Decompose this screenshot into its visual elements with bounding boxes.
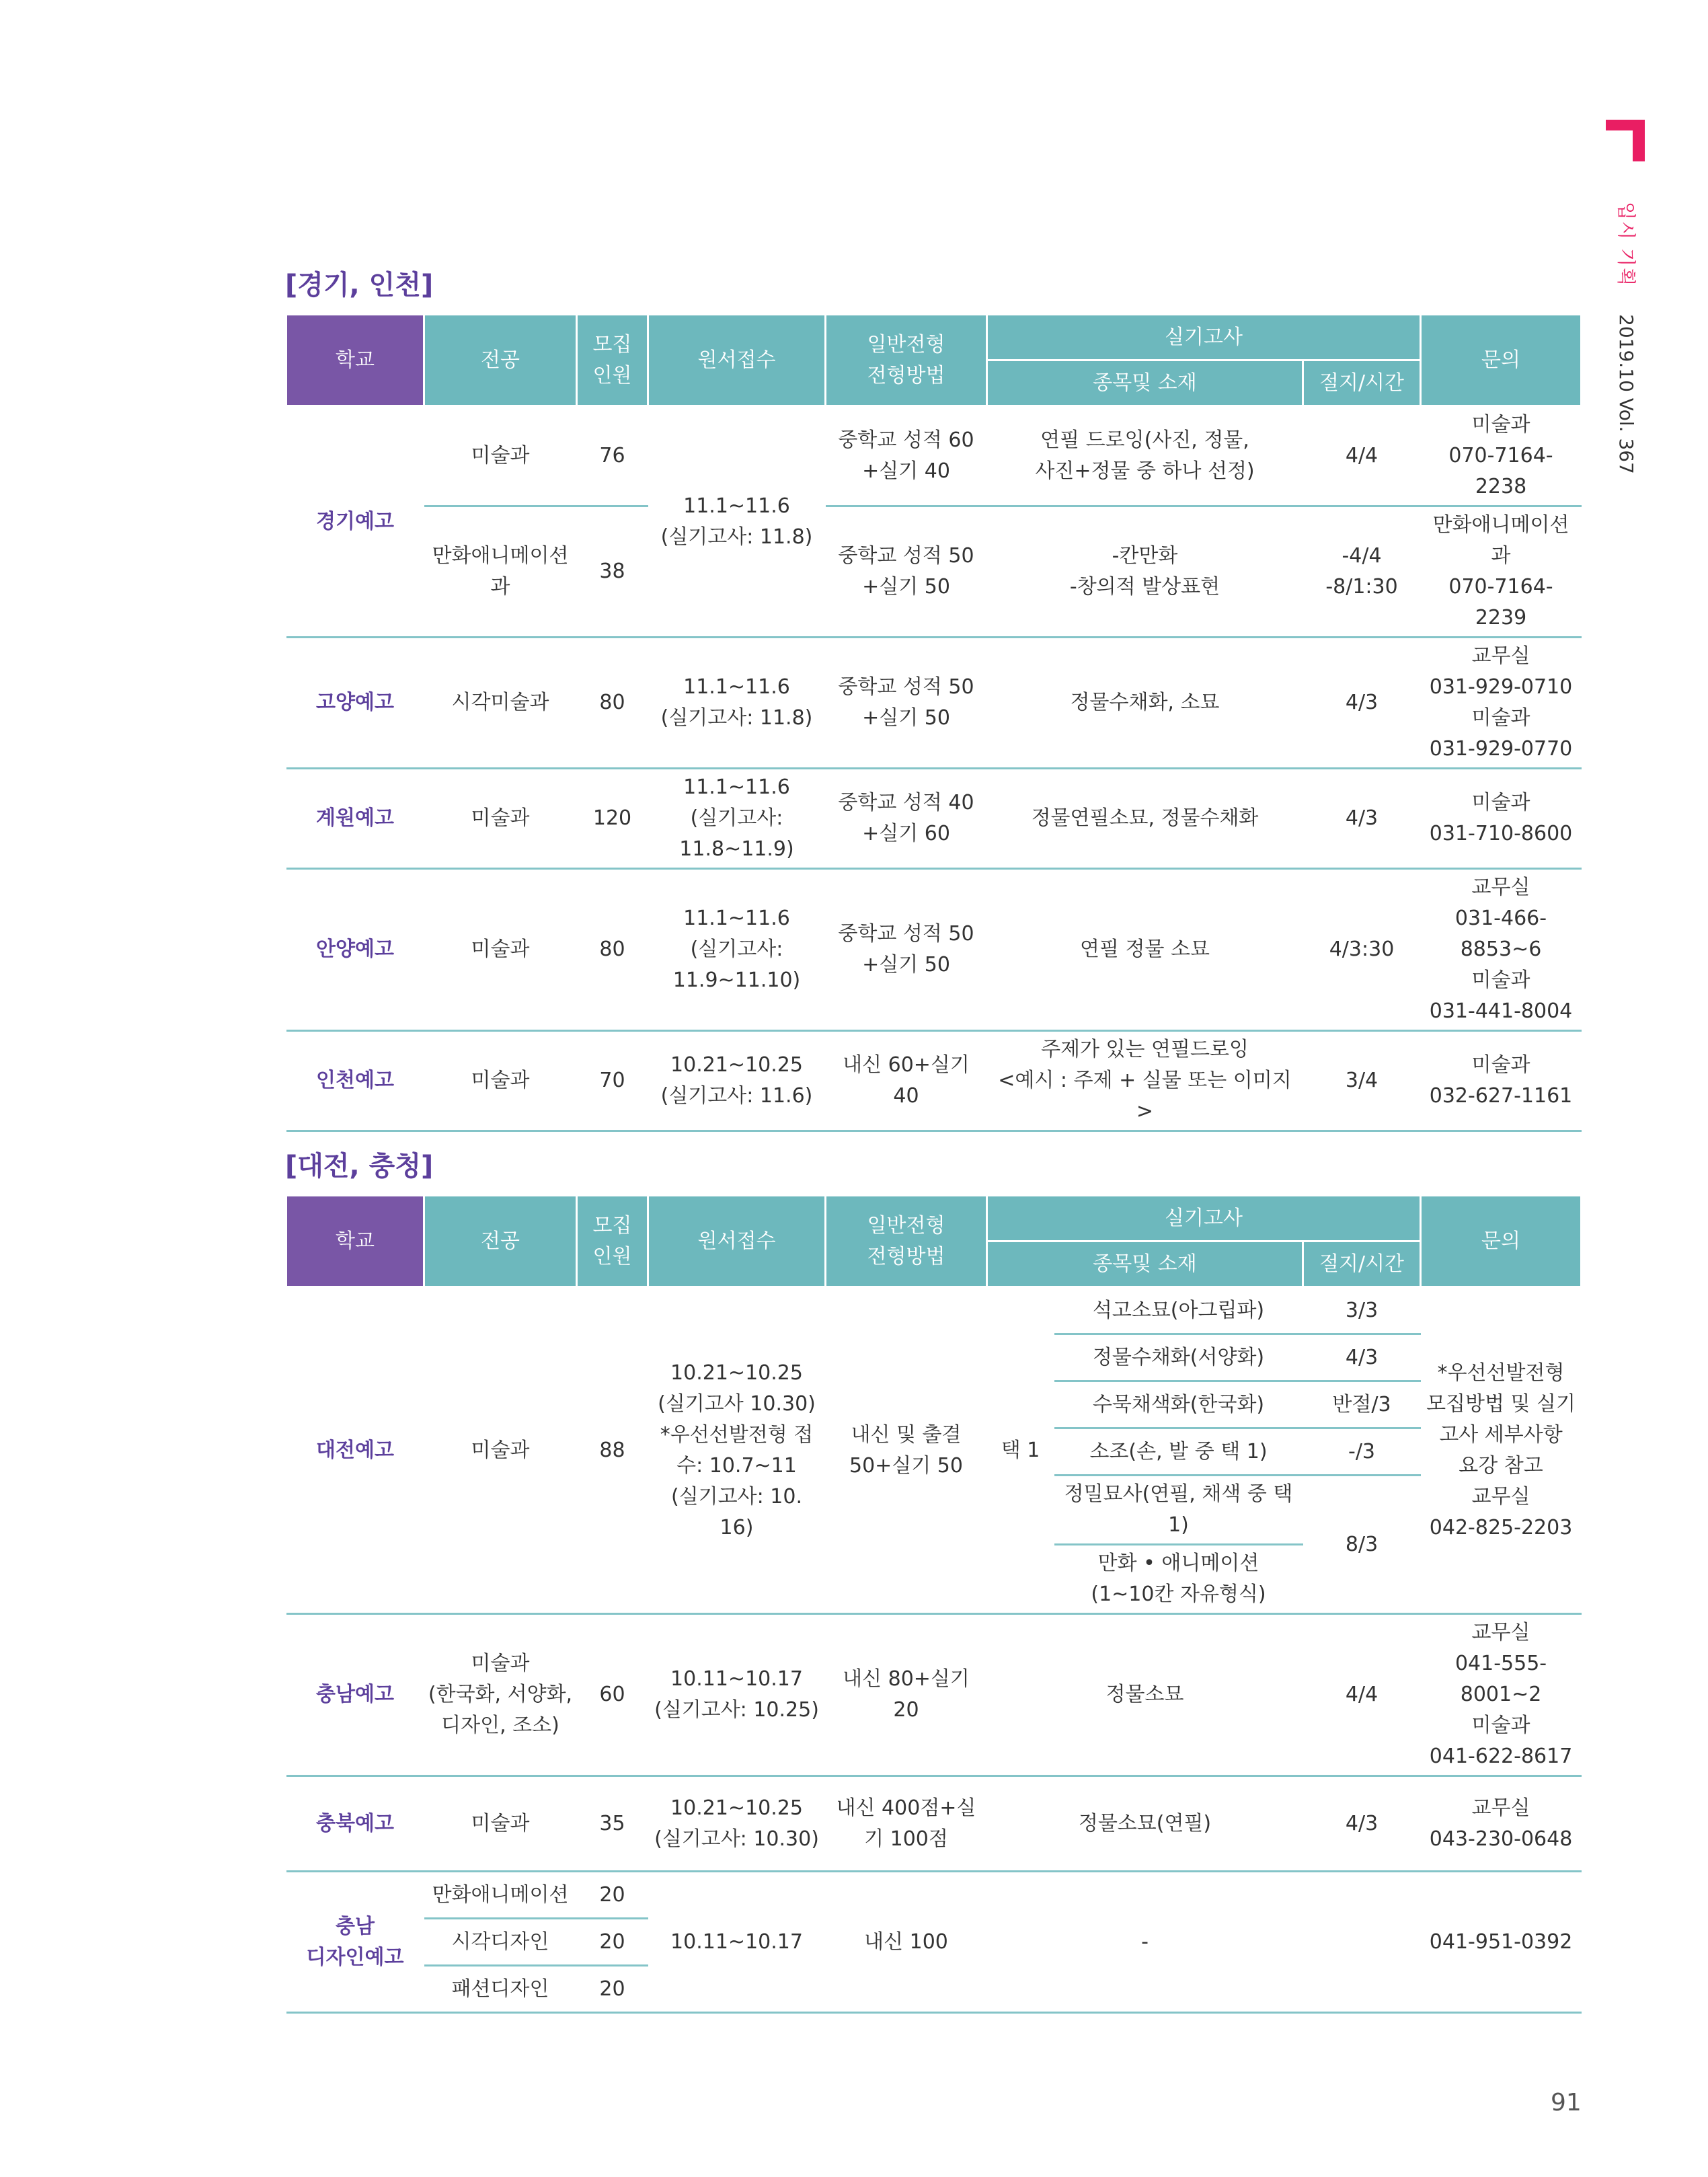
contact-cell: *우선선발전형 모집방법 및 실기 고사 세부사항 요강 참고 교무실 042-825-2203 — [1421, 1287, 1582, 1614]
method-cell: 내신 60+실기 40 — [826, 1031, 987, 1131]
method-cell: 내신 100 — [826, 1872, 987, 2013]
method-cell: 내신 80+실기 20 — [826, 1614, 987, 1776]
header-practical: 실기고사 — [987, 315, 1421, 360]
paper-cell: 4/4 — [1303, 1614, 1421, 1776]
header-application: 원서접수 — [648, 315, 826, 406]
page-number: 91 — [1551, 2089, 1582, 2116]
subject-cell: 수묵채색화(한국화) — [1054, 1381, 1303, 1428]
major-cell: 만화애니메이션 과 — [424, 506, 577, 638]
contact-cell: 미술과 031-710-8600 — [1421, 769, 1582, 869]
quota-cell: 38 — [577, 506, 648, 638]
paper-cell: 4/3 — [1303, 638, 1421, 769]
header-major: 전공 — [424, 315, 577, 406]
major-cell: 미술과 — [424, 769, 577, 869]
school-name: 안양예고 — [286, 869, 424, 1031]
application-cell: 11.1~11.6 (실기고사: 11.8) — [648, 406, 826, 638]
header-paper-time: 절지/시간 — [1303, 1242, 1421, 1287]
header-quota: 모집 인원 — [577, 1196, 648, 1287]
subject-cell: 석고소묘(아그립파) — [1054, 1287, 1303, 1334]
contact-cell: 교무실 031-466-8853~6 미술과 031-441-8004 — [1421, 869, 1582, 1031]
choice-cell: 택 1 — [987, 1287, 1054, 1614]
application-cell: 10.11~10.17 (실기고사: 10.25) — [648, 1614, 826, 1776]
subject-cell: -칸만화 -창의적 발상표현 — [987, 506, 1303, 638]
method-cell: 중학교 성적 50 +실기 50 — [826, 506, 987, 638]
major-cell: 미술과 — [424, 1776, 577, 1872]
application-cell: 11.1~11.6 (실기고사: 11.8) — [648, 638, 826, 769]
quota-cell: 70 — [577, 1031, 648, 1131]
application-cell: 11.1~11.6 (실기고사: 11.8~11.9) — [648, 769, 826, 869]
contact-cell: 미술과 070-7164-2238 — [1421, 406, 1582, 506]
subject-cell: 정물소묘(연필) — [987, 1776, 1303, 1872]
method-cell: 내신 400점+실 기 100점 — [826, 1776, 987, 1872]
header-contact: 문의 — [1421, 1196, 1582, 1287]
school-name: 경기예고 — [286, 406, 424, 638]
contact-cell: 041-951-0392 — [1421, 1872, 1582, 2013]
paper-cell: 8/3 — [1303, 1476, 1421, 1614]
contact-cell: 만화애니메이션과 070-7164-2239 — [1421, 506, 1582, 638]
major-cell: 미술과 (한국화, 서양화, 디자인, 조소) — [424, 1614, 577, 1776]
major-cell: 미술과 — [424, 1031, 577, 1131]
header-subject: 종목및 소재 — [987, 1242, 1303, 1287]
table-row — [286, 769, 1582, 869]
subject-cell: 정물수채화(서양화) — [1054, 1334, 1303, 1381]
subject-cell: 정물소묘 — [987, 1614, 1303, 1776]
paper-cell: 4/4 — [1303, 406, 1421, 506]
section-title-daejeon: [대전, 충청] — [285, 1151, 434, 1182]
table-row — [286, 869, 1582, 1031]
school-name: 계원예고 — [286, 769, 424, 869]
paper-cell: 4/3 — [1303, 1776, 1421, 1872]
header-general-method: 일반전형 전형방법 — [826, 315, 987, 406]
side-volume: 2019.10 Vol. 367 — [1615, 314, 1637, 474]
section-title-gyeonggi: [경기, 인천] — [285, 270, 434, 301]
school-name: 인천예고 — [286, 1031, 424, 1131]
table-row — [286, 406, 1582, 506]
header-practical: 실기고사 — [987, 1196, 1421, 1242]
application-cell: 10.11~10.17 — [648, 1872, 826, 2013]
subject-cell: 정물연필소묘, 정물수채화 — [987, 769, 1303, 869]
table-row — [286, 1776, 1582, 1872]
header-paper-time: 절지/시간 — [1303, 360, 1421, 406]
header-major: 전공 — [424, 1196, 577, 1287]
quota-cell: 80 — [577, 638, 648, 769]
quota-cell: 20 — [577, 1919, 648, 1966]
header-application: 원서접수 — [648, 1196, 826, 1287]
table-gyeonggi-incheon — [285, 313, 1582, 1132]
method-cell: 중학교 성적 50 +실기 50 — [826, 638, 987, 769]
table-header-row — [286, 315, 1582, 360]
paper-cell: 4/3 — [1303, 1334, 1421, 1381]
paper-cell: -4/4 -8/1:30 — [1303, 506, 1421, 638]
school-name: 충남 디자인예고 — [286, 1872, 424, 2013]
application-cell: 10.21~10.25 (실기고사: 10.30) — [648, 1776, 826, 1872]
quota-cell: 60 — [577, 1614, 648, 1776]
major-cell: 시각미술과 — [424, 638, 577, 769]
paper-cell: -/3 — [1303, 1428, 1421, 1476]
quota-cell: 35 — [577, 1776, 648, 1872]
quota-cell: 76 — [577, 406, 648, 506]
major-cell: 미술과 — [424, 869, 577, 1031]
major-cell: 패션디자인 — [424, 1966, 577, 2013]
subject-cell: - — [987, 1872, 1303, 2013]
table-row — [286, 1031, 1582, 1131]
subject-cell: 주제가 있는 연필드로잉 <예시 : 주제 + 실물 또는 이미지> — [987, 1031, 1303, 1131]
paper-cell: 3/3 — [1303, 1287, 1421, 1334]
table-row — [286, 638, 1582, 769]
quota-cell: 20 — [577, 1872, 648, 1919]
header-contact: 문의 — [1421, 315, 1582, 406]
corner-bracket-mark — [1606, 120, 1645, 161]
application-cell: 10.21~10.25 (실기고사 10.30) *우선선발전형 접 수: 10.7~11 (실기고사: 10. 16) — [648, 1287, 826, 1614]
subject-cell: 만화 • 애니메이션 (1~10칸 자유형식) — [1054, 1545, 1303, 1614]
table-daejeon-chungcheong — [285, 1194, 1582, 2014]
subject-cell: 연필 정물 소묘 — [987, 869, 1303, 1031]
subject-cell: 연필 드로잉(사진, 정물, 사진+정물 중 하나 선정) — [987, 406, 1303, 506]
table-header-row — [286, 1196, 1582, 1242]
major-cell: 시각디자인 — [424, 1919, 577, 1966]
school-name: 고양예고 — [286, 638, 424, 769]
header-school: 학교 — [286, 315, 424, 406]
school-name: 충북예고 — [286, 1776, 424, 1872]
header-general-method: 일반전형 전형방법 — [826, 1196, 987, 1287]
contact-cell: 미술과 032-627-1161 — [1421, 1031, 1582, 1131]
table-row — [286, 1614, 1582, 1776]
contact-cell: 교무실 043-230-0648 — [1421, 1776, 1582, 1872]
method-cell: 중학교 성적 40 +실기 60 — [826, 769, 987, 869]
major-cell: 미술과 — [424, 1287, 577, 1614]
table-row — [286, 1287, 1582, 1334]
paper-cell — [1303, 1872, 1421, 2013]
method-cell: 중학교 성적 50 +실기 50 — [826, 869, 987, 1031]
subject-cell: 정물수채화, 소묘 — [987, 638, 1303, 769]
school-name: 대전예고 — [286, 1287, 424, 1614]
quota-cell: 20 — [577, 1966, 648, 2013]
contact-cell: 교무실 041-555-8001~2 미술과 041-622-8617 — [1421, 1614, 1582, 1776]
subject-cell: 정밀묘사(연필, 채색 중 택 1) — [1054, 1476, 1303, 1545]
paper-cell: 4/3 — [1303, 769, 1421, 869]
paper-cell: 3/4 — [1303, 1031, 1421, 1131]
quota-cell: 120 — [577, 769, 648, 869]
quota-cell: 80 — [577, 869, 648, 1031]
major-cell: 미술과 — [424, 406, 577, 506]
side-label — [1607, 202, 1654, 474]
contact-cell: 교무실 031-929-0710 미술과 031-929-0770 — [1421, 638, 1582, 769]
application-cell: 11.1~11.6 (실기고사: 11.9~11.10) — [648, 869, 826, 1031]
header-quota: 모집 인원 — [577, 315, 648, 406]
quota-cell: 88 — [577, 1287, 648, 1614]
application-cell: 10.21~10.25 (실기고사: 11.6) — [648, 1031, 826, 1131]
side-category: 입시 기획 — [1615, 202, 1637, 288]
paper-cell: 4/3:30 — [1303, 869, 1421, 1031]
school-name: 충남예고 — [286, 1614, 424, 1776]
table-row — [286, 1872, 1582, 1919]
table-row — [286, 506, 1582, 638]
major-cell: 만화애니메이션 — [424, 1872, 577, 1919]
method-cell: 중학교 성적 60 +실기 40 — [826, 406, 987, 506]
subject-cell: 소조(손, 발 중 택 1) — [1054, 1428, 1303, 1476]
header-subject: 종목및 소재 — [987, 360, 1303, 406]
paper-cell: 반절/3 — [1303, 1381, 1421, 1428]
method-cell: 내신 및 출결 50+실기 50 — [826, 1287, 987, 1614]
header-school: 학교 — [286, 1196, 424, 1287]
